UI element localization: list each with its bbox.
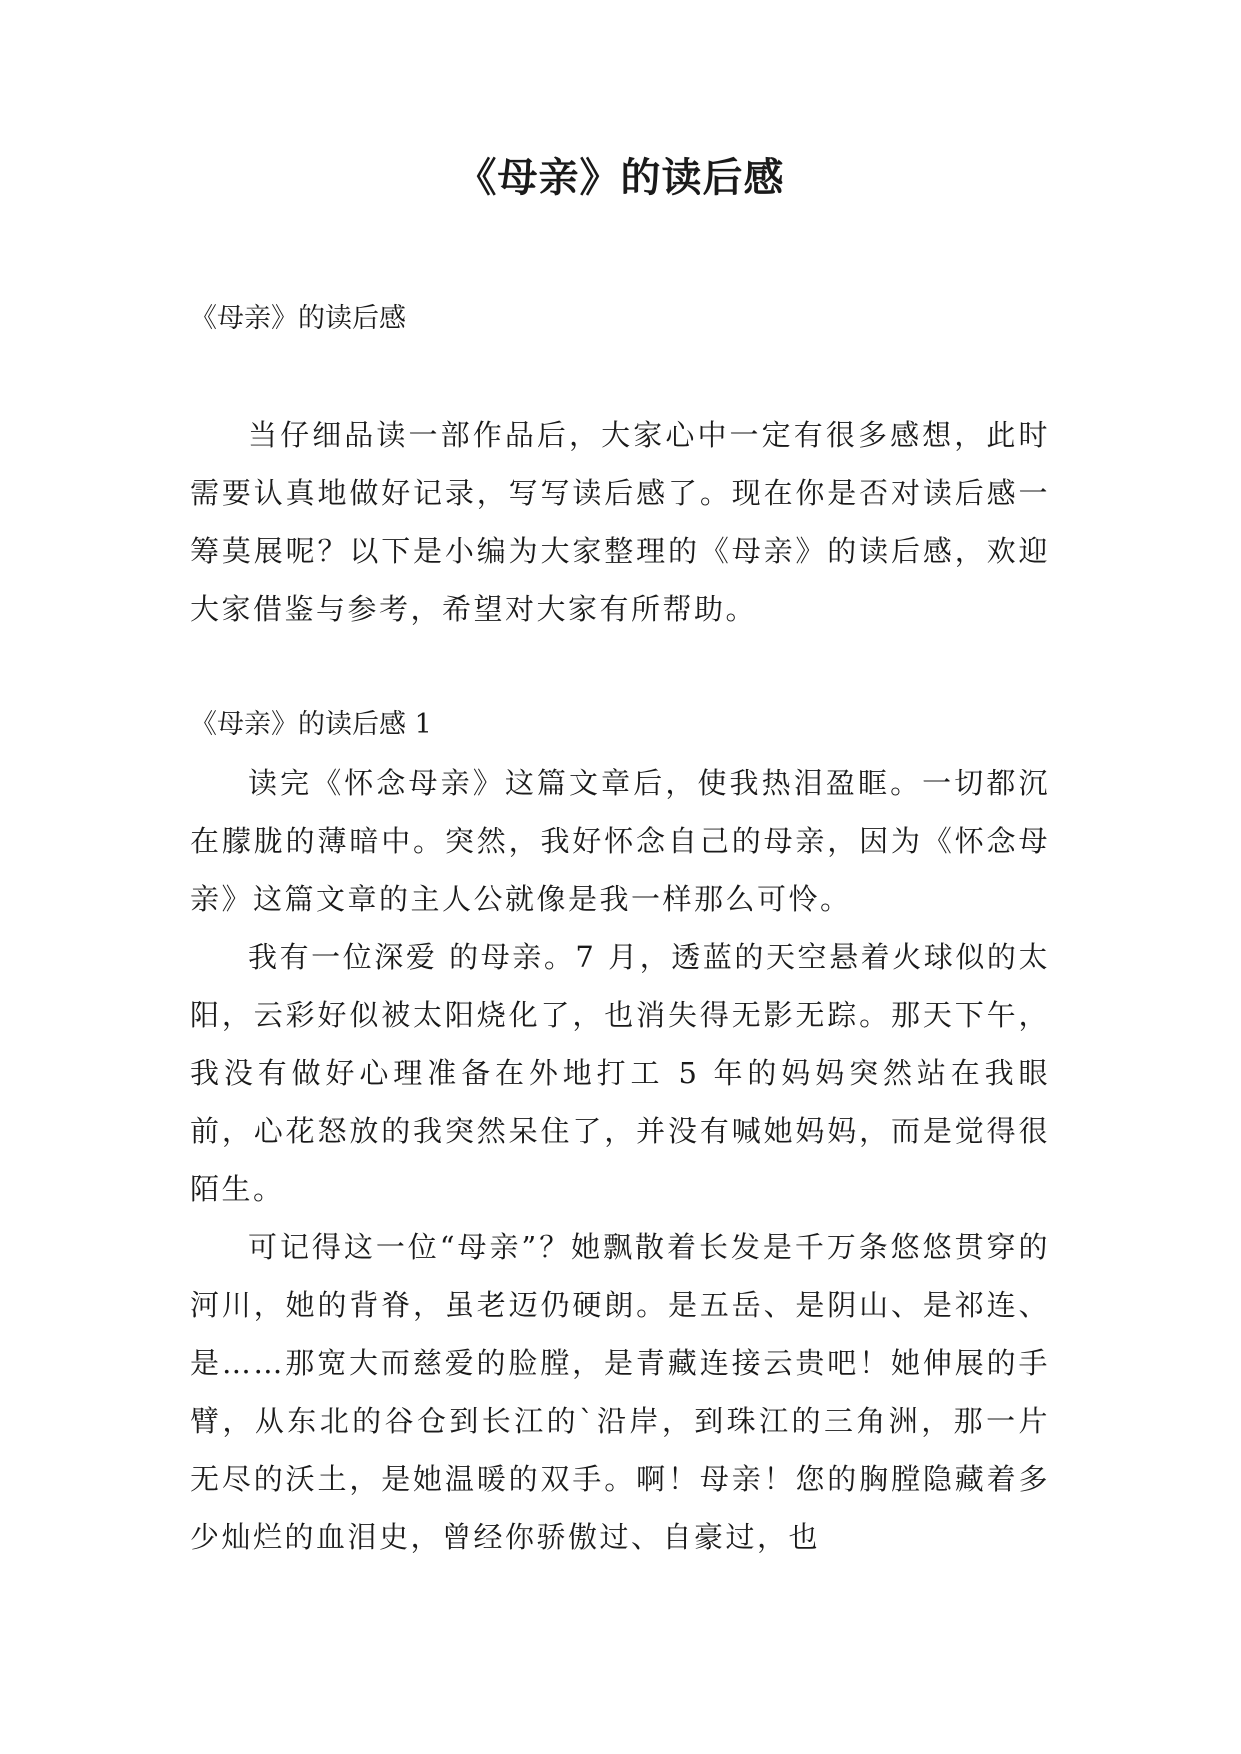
document-title: 《母亲》的读后感 <box>456 155 785 201</box>
body-paragraph: 我有一位深爱 的母亲。7 月，透蓝的天空悬着火球似的太阳，云彩好似被太阳烧化了，也消失得无影无踪。那天下午，我没有做好心理准备在外地打工 5 年的妈妈突然站在我眼前，心花怒放的我突然呆住了，并没有喊她妈妈，而是觉得很陌生。 <box>190 940 1050 1206</box>
document-body <box>190 290 1050 1566</box>
spacer <box>190 348 1050 406</box>
spacer <box>190 638 1050 696</box>
intro-paragraph: 当仔细品读一部作品后，大家心中一定有很多感想，此时需要认真地做好记录，写写读后感了。现在你是否对读后感一筹莫展呢？以下是小编为大家整理的《母亲》的读后感，欢迎大家借鉴与参考，希望对大家有所帮助。 <box>190 418 1050 626</box>
subtitle-heading: 《母亲》的读后感 <box>190 303 406 334</box>
body-paragraph: 读完《怀念母亲》这篇文章后，使我热泪盈眶。一切都沉在朦胧的薄暗中。突然，我好怀念自己的母亲，因为《怀念母亲》这篇文章的主人公就像是我一样那么可怜。 <box>190 766 1050 916</box>
section-heading: 《母亲》的读后感 1 <box>190 709 432 740</box>
body-paragraph: 可记得这一位“母亲”？她飘散着长发是千万条悠悠贯穿的河川，她的背脊，虽老迈仍硬朗。是五岳、是阴山、是祁连、是……那宽大而慈爱的脸膛，是青藏连接云贵吧！她伸展的手臂，从东北的谷仓到长江的`沿岸，到珠江的三角洲，那一片无尽的沃土，是她温暖的双手。啊！母亲！您的胸膛隐藏着多少灿烂的血泪史，曾经你骄傲过、自豪过，也 <box>190 1230 1050 1554</box>
